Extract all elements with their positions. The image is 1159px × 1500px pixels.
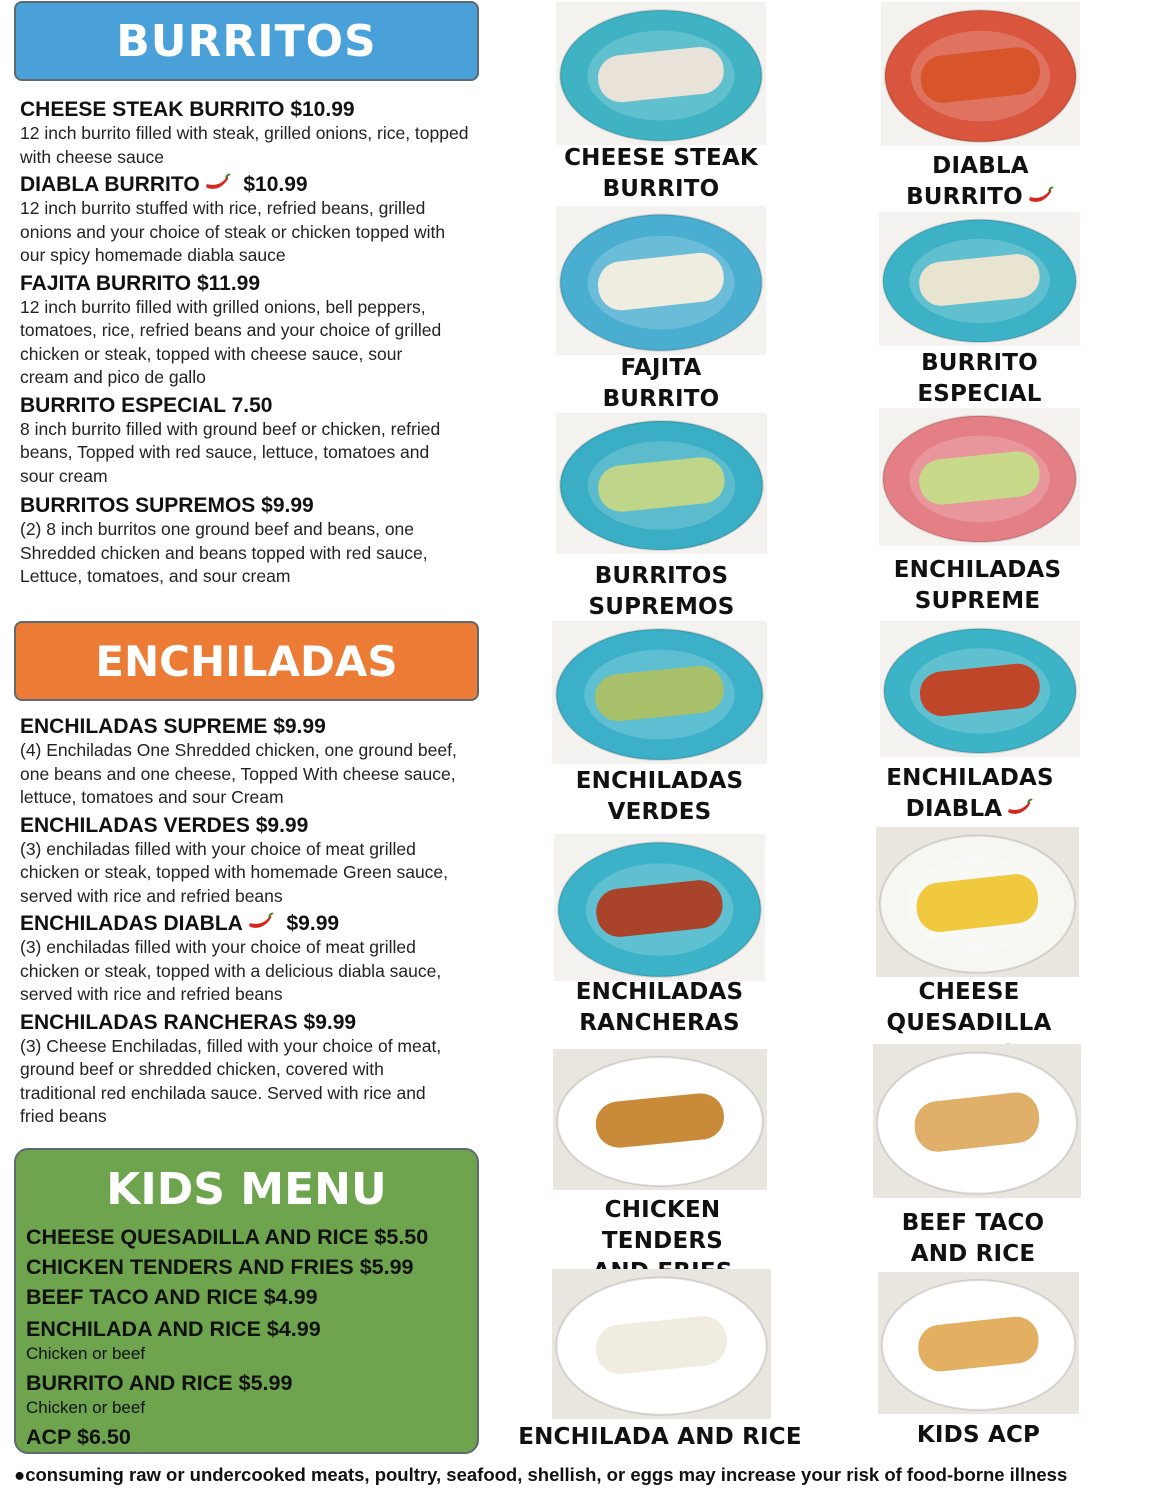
- chili-pepper-icon: [1025, 186, 1055, 206]
- caption-line-1: ENCHILADAS: [575, 768, 744, 794]
- item-price: $4.99: [266, 1317, 321, 1341]
- item-description: 12 inch burrito filled with grilled onions, bell peppers, tomatoes, rice, refried beans and your choice of grilled chicken or steak, topped with cheese sauce, sour cream and pico de gallo: [20, 296, 442, 387]
- dish-illustration: [879, 212, 1080, 346]
- dish-illustration: [556, 2, 766, 145]
- caption-line-2: VERDES: [607, 799, 712, 825]
- dish-photo: [881, 2, 1080, 146]
- caption-line-1: ENCHILADAS: [575, 979, 744, 1005]
- dish-photo: [878, 1272, 1079, 1414]
- item-name: ENCHILADAS RANCHERAS: [20, 1010, 298, 1034]
- dish-photo: [556, 2, 766, 145]
- kids-menu-heading: KIDS MENU: [106, 1164, 387, 1215]
- dish-photo: [876, 827, 1079, 977]
- item-description: (3) enchiladas filled with your choice of meat grilled chicken or steak, topped with a delicious diabla sauce, served with rice and refried beans: [20, 937, 442, 1004]
- dish-caption: [556, 143, 766, 205]
- item-name: BURRITOS SUPREMOS: [20, 494, 256, 517]
- item-price: $10.99: [243, 173, 308, 196]
- footer-disclaimer: ●consuming raw or undercooked meats, poultry, seafood, shellish, or eggs may increase your risk of food-borne illness: [14, 1464, 1068, 1485]
- item-name: CHEESE STEAK BURRITO: [20, 98, 285, 121]
- dish-photo: [880, 621, 1080, 757]
- dish-photo: [552, 621, 767, 764]
- item-description: (3) Cheese Enchiladas, filled with your choice of meat, ground beef or shredded chicken, covered with traditional red enchilada sauce. Served with rice and fried beans: [20, 1035, 442, 1126]
- item-name: BEEF TACO AND RICE: [26, 1285, 258, 1309]
- chili-pepper-icon: [202, 173, 232, 193]
- item-price: $9.99: [303, 1010, 357, 1034]
- menu-item: [20, 271, 490, 390]
- menu-item: [20, 813, 490, 909]
- menu-item: [20, 1010, 490, 1129]
- burritos-list: [20, 97, 490, 589]
- item-price: $9.99: [255, 813, 309, 837]
- item-description: 12 inch burrito filled with steak, grilled onions, rice, topped with cheese sauce: [20, 123, 469, 167]
- dish-illustration: [552, 621, 767, 764]
- item-price: $10.99: [290, 98, 355, 121]
- kids-item: [26, 1282, 428, 1312]
- item-name: ENCHILADAS SUPREME: [20, 715, 268, 738]
- dish-illustration: [876, 827, 1079, 977]
- item-name: BURRITO ESPECIAL: [20, 393, 226, 417]
- caption-line-1: BURRITO: [921, 350, 1038, 376]
- item-price: $9.99: [261, 494, 314, 517]
- menu-item: [20, 714, 490, 810]
- dish-photo: [553, 1049, 767, 1190]
- menu-item: [20, 911, 490, 1007]
- item-name: BURRITO AND RICE: [26, 1371, 233, 1395]
- kids-item: [26, 1252, 428, 1282]
- footer-text: consuming raw or undercooked meats, poultry, seafood, shellish, or eggs may increase your risk of food-borne illness: [25, 1464, 1068, 1485]
- dish-illustration: [879, 408, 1080, 546]
- enchiladas-banner: [14, 621, 479, 701]
- dish-caption: [552, 766, 767, 828]
- caption-line-1: BEEF TACO: [901, 1210, 1045, 1236]
- caption-line-2: BURRITO: [602, 386, 720, 412]
- dish-caption: [878, 1420, 1079, 1451]
- item-price: $5.99: [359, 1255, 414, 1279]
- dish-photo: [554, 834, 765, 981]
- kids-item-note: Chicken or beef: [26, 1344, 146, 1363]
- caption-line-1: KIDS ACP: [916, 1422, 1041, 1448]
- burritos-heading: BURRITOS: [116, 16, 377, 67]
- caption-line-2: SUPREME: [914, 588, 1041, 614]
- kids-item-note: Chicken or beef: [26, 1398, 146, 1417]
- burritos-banner: [14, 1, 479, 81]
- item-description: (4) Enchiladas One Shredded chicken, one ground beef, one beans and one cheese, Topped With cheese sauce, lettuce, tomatoes and sour Cream: [20, 740, 457, 807]
- dish-caption: [875, 555, 1080, 617]
- dish-photo: [552, 1269, 771, 1419]
- item-description: (2) 8 inch burritos one ground beef and beans, one Shredded chicken and beans topped with red sauce, Lettuce, tomatoes, and sour cream: [20, 519, 428, 586]
- dish-photo: [556, 206, 766, 355]
- kids-menu-list: [26, 1222, 428, 1452]
- dish-illustration: [880, 621, 1080, 757]
- item-description: (3) enchiladas filled with your choice of meat grilled chicken or steak, topped with homemade Green sauce, served with rice and refried beans: [20, 838, 449, 906]
- caption-line-2: RANCHERAS: [579, 1010, 740, 1036]
- dish-illustration: [881, 2, 1080, 146]
- item-price: $4.99: [263, 1285, 318, 1309]
- dish-illustration: [556, 206, 766, 355]
- dish-photo: [879, 212, 1080, 346]
- item-name: ACP: [26, 1425, 72, 1449]
- caption-line-1: ENCHILADA AND RICE: [518, 1424, 802, 1450]
- caption-line-1: CHEESE STEAK: [564, 145, 758, 171]
- caption-line-2: ESPECIAL: [917, 381, 1042, 407]
- item-price: $5.99: [238, 1371, 293, 1395]
- dish-caption: [515, 1422, 805, 1453]
- item-price: $9.99: [286, 912, 340, 935]
- dish-caption: [873, 1208, 1073, 1270]
- dish-caption: [556, 561, 767, 623]
- dish-illustration: [878, 1272, 1079, 1414]
- item-price: $5.50: [374, 1225, 429, 1249]
- item-description: 8 inch burrito filled with ground beef or chicken, refried beans, Topped with red sauce, lettuce, tomatoes and sour cream: [20, 418, 441, 486]
- item-name: ENCHILADAS VERDES: [20, 813, 250, 837]
- dish-photo: [556, 413, 767, 554]
- dish-caption: [556, 353, 766, 415]
- dish-illustration: [553, 1049, 767, 1190]
- kids-item: [26, 1222, 428, 1252]
- menu-item: [20, 393, 490, 489]
- dish-caption: [881, 151, 1080, 213]
- caption-line-1: FAJITA: [620, 355, 702, 381]
- caption-line-1: CHEESE QUESADILLA: [886, 979, 1052, 1036]
- chili-pepper-icon: [1004, 798, 1034, 818]
- caption-line-2: BURRITO: [602, 176, 720, 202]
- kids-menu-panel: [14, 1148, 479, 1454]
- item-price: $6.50: [77, 1425, 131, 1449]
- dish-illustration: [554, 834, 765, 981]
- enchiladas-heading: ENCHILADAS: [95, 637, 398, 686]
- caption-line-2: DIABLA: [870, 794, 1070, 825]
- item-name: FAJITA BURRITO: [20, 271, 192, 295]
- item-name: CHEESE QUESADILLA AND RICE: [26, 1225, 369, 1249]
- dish-caption: [554, 977, 765, 1039]
- dish-illustration: [552, 1269, 771, 1419]
- item-name: DIABLA BURRITO: [20, 173, 200, 196]
- dish-illustration: [873, 1044, 1081, 1198]
- dish-photo: [873, 1044, 1081, 1198]
- dish-illustration: [556, 413, 767, 554]
- item-price: 7.50: [231, 393, 273, 417]
- menu-item: [20, 493, 490, 589]
- caption-line-1: CHICKEN TENDERS: [601, 1197, 724, 1254]
- caption-line-2: BURRITO: [881, 182, 1080, 213]
- dish-photo: [879, 408, 1080, 546]
- item-price: $9.99: [273, 715, 326, 738]
- dish-caption: [870, 763, 1070, 825]
- caption-line-1: BURRITOS: [594, 563, 729, 589]
- menu-item: [20, 172, 490, 268]
- caption-line-1: ENCHILADAS: [893, 557, 1062, 583]
- kids-item: [26, 1314, 428, 1344]
- caption-line-1: ENCHILADAS: [886, 765, 1054, 791]
- kids-item: [26, 1368, 428, 1398]
- item-name: ENCHILADAS DIABLA: [20, 912, 243, 935]
- chili-pepper-icon: [245, 912, 275, 932]
- caption-line-2: SUPREMOS: [588, 594, 735, 620]
- enchiladas-list: [20, 714, 490, 1129]
- item-name: ENCHILADA AND RICE: [26, 1317, 261, 1341]
- item-name: CHICKEN TENDERS AND FRIES: [26, 1255, 354, 1279]
- item-description: 12 inch burrito stuffed with rice, refried beans, grilled onions and your choice of steak or chicken topped with our spicy homemade diabla sauce: [20, 198, 446, 265]
- menu-item: [20, 97, 490, 169]
- kids-item: [26, 1422, 428, 1452]
- item-price: $11.99: [196, 271, 261, 295]
- caption-line-2: AND RICE: [910, 1241, 1036, 1267]
- dish-caption: [879, 348, 1080, 410]
- caption-line-1: DIABLA: [932, 153, 1029, 179]
